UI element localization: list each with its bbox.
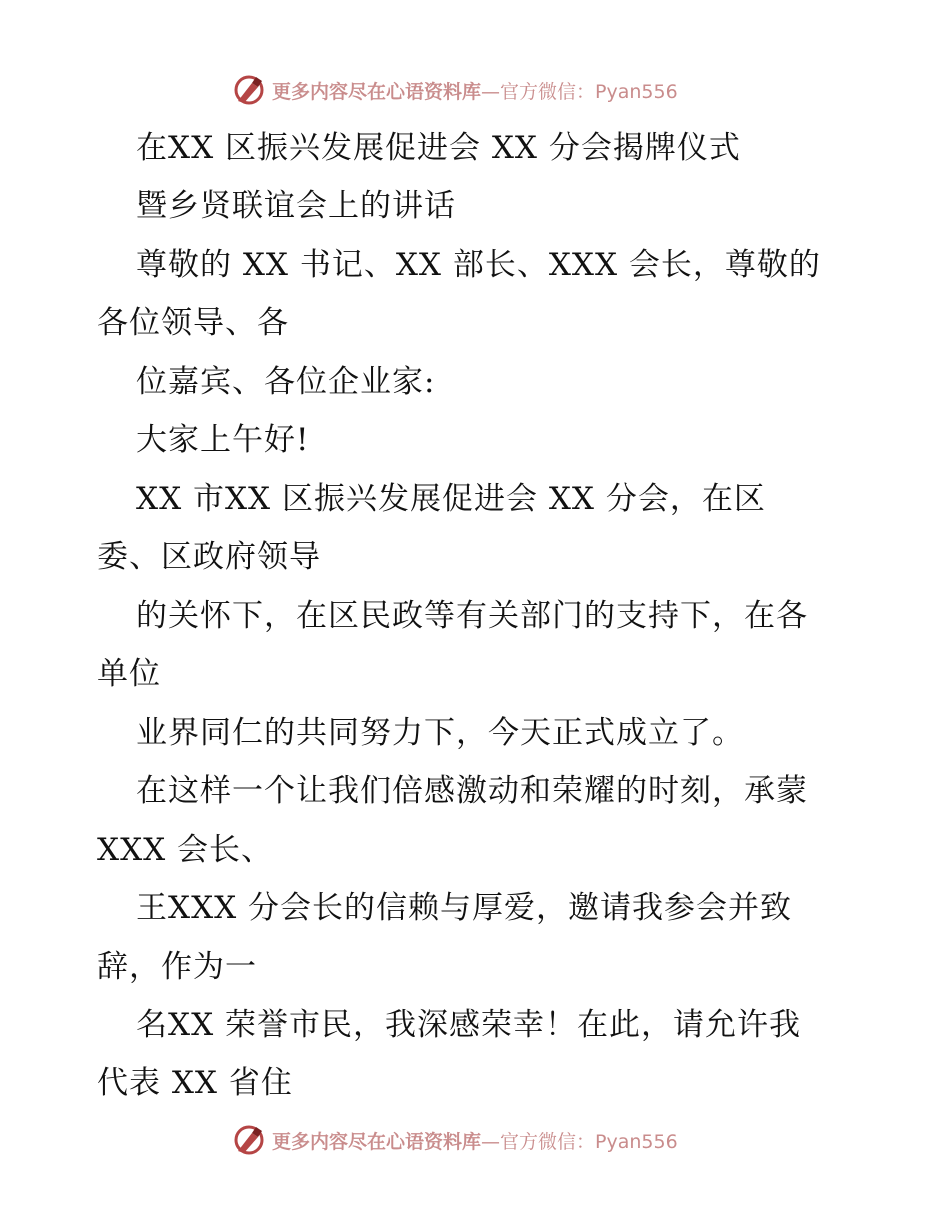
text-line: XX 市XX 区振兴发展促进会 XX 分会，在区 [136,481,766,517]
watermark-text [272,1127,678,1154]
text-line: 的关怀下，在区民政等有关部门的支持下，在各 [136,598,808,634]
watermark-site: 更多内容尽在心语资料库 [272,80,482,103]
text-line: 单位 [97,656,161,692]
title-line-1: 在XX 区振兴发展促进会 XX 分会揭牌仪式 [136,130,741,166]
text-line: 王XXX 分会长的信赖与厚爱，邀请我参会并致 [136,890,793,926]
text-line: 大家上午好! [136,422,310,458]
pen-nib-circle-icon [232,73,266,107]
watermark-dash: — [481,80,501,103]
watermark-wechat-id: Pyan556 [595,1130,678,1153]
watermark-wechat-label: 官方微信： [500,1130,596,1153]
watermark-wechat-id: Pyan556 [595,80,678,103]
text-line: 位嘉宾、各位企业家: [136,364,436,400]
pen-nib-circle-icon [232,1123,266,1157]
text-line: 在这样一个让我们倍感激动和荣耀的时刻，承蒙 [136,773,808,809]
text-line: 委、区政府领导 [97,539,321,575]
text-line: 尊敬的 XX 书记、XX 部长、XXX 会长，尊敬的 [136,247,821,283]
text-line: XXX 会长、 [97,832,274,868]
watermark-dash: — [481,1130,501,1153]
watermark-site: 更多内容尽在心语资料库 [272,1130,482,1153]
watermark-text [272,77,678,104]
watermark-wechat-label: 官方微信： [500,80,596,103]
text-line: 辞，作为一 [97,949,257,985]
footer-watermark [232,1120,732,1160]
header-watermark [232,70,732,110]
text-line: 各位领导、各 [97,305,289,341]
title-line-2: 暨乡贤联谊会上的讲话 [136,188,456,224]
text-line: 业界同仁的共同努力下，今天正式成立了。 [136,715,744,751]
text-line: 代表 XX 省住 [97,1065,293,1101]
text-line: 名XX 荣誉市民，我深感荣幸！在此，请允许我 [136,1007,801,1043]
